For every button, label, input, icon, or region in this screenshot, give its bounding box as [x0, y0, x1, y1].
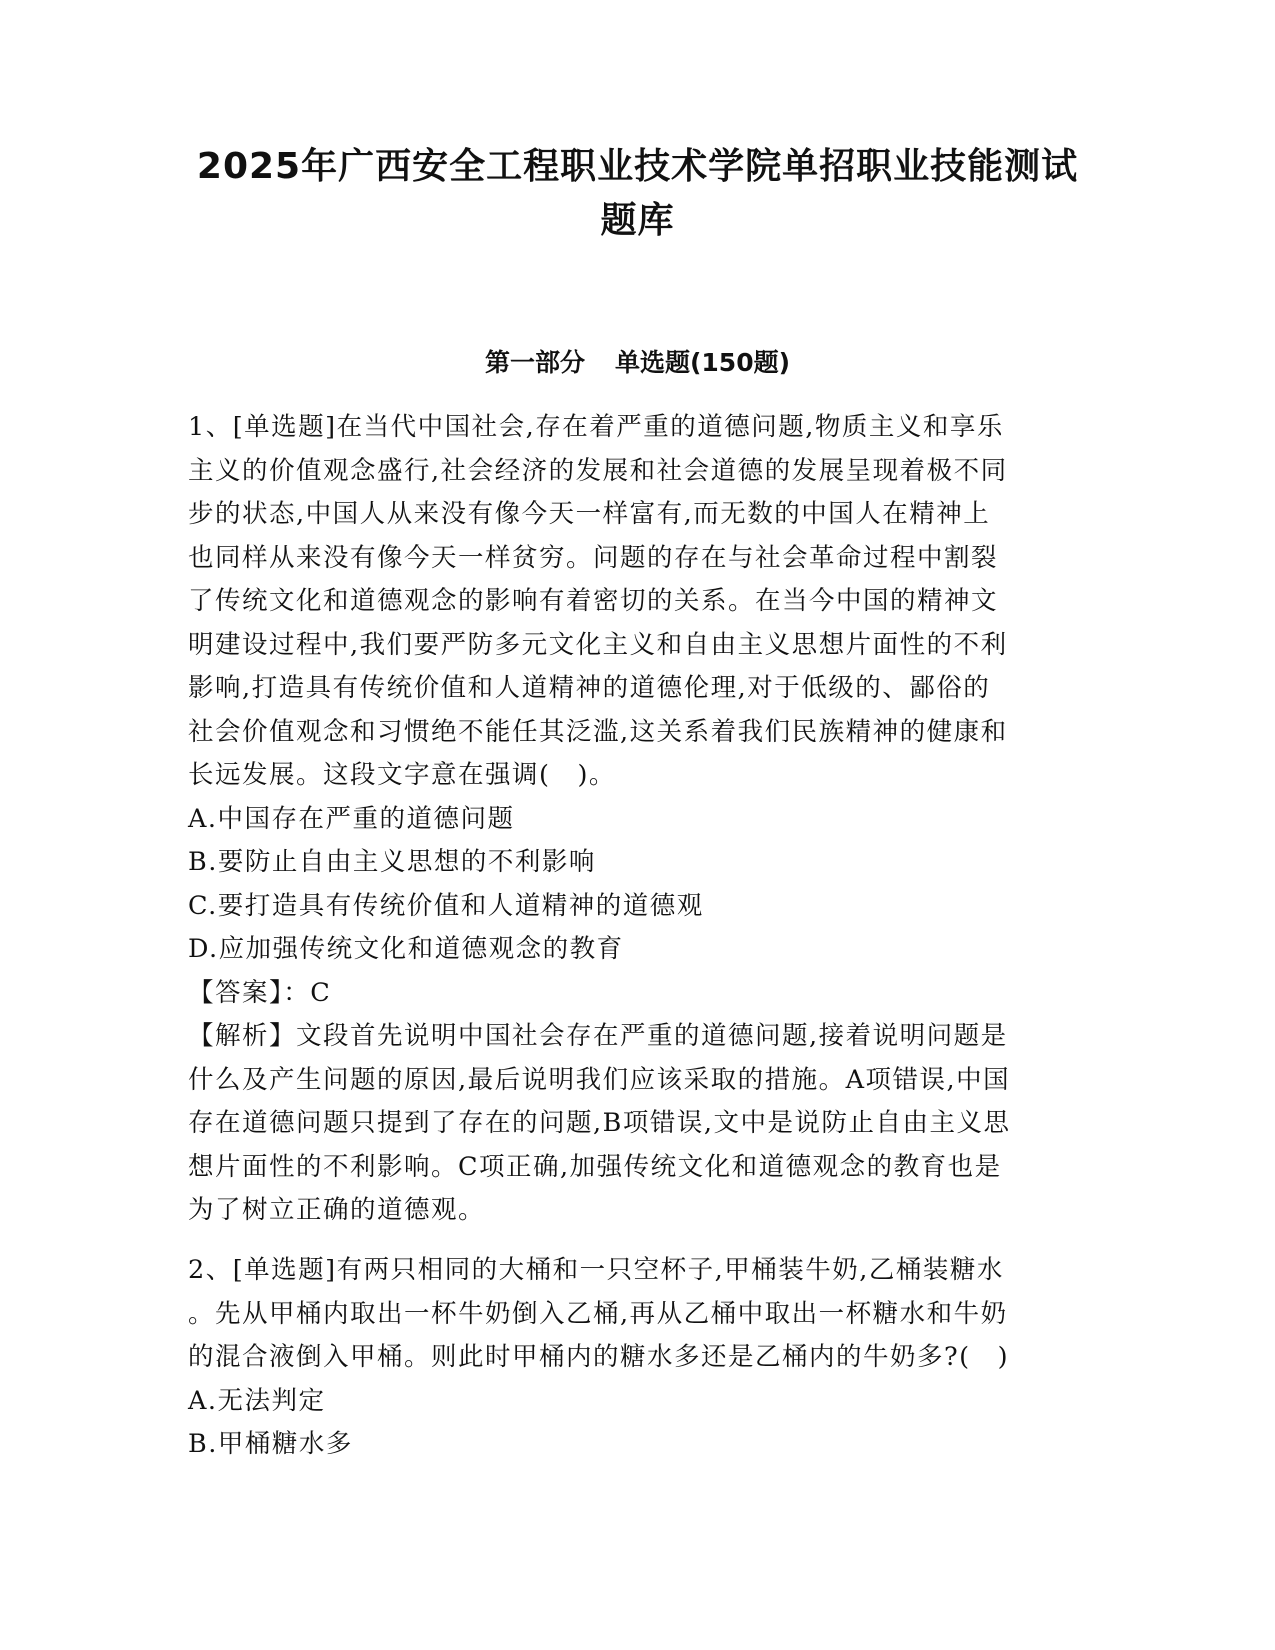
analysis-line: 什么及产生问题的原因,最后说明我们应该采取的措施。A项错误,中国: [188, 1064, 1011, 1095]
option-c: C.要打造具有传统价值和人道精神的道德观: [188, 890, 704, 921]
stem-line: 的混合液倒入甲桶。则此时甲桶内的糖水多还是乙桶内的牛奶多?( ): [188, 1342, 1010, 1372]
analysis-line: 存在道德问题只提到了存在的问题,B项错误,文中是说防止自由主义思: [188, 1108, 1011, 1138]
option-d: D.应加强传统文化和道德观念的教育: [188, 934, 624, 964]
answer-line: 【答案】：C: [188, 977, 332, 1008]
stem-line: 2、[单选题]有两只相同的大桶和一只空杯子,甲桶装牛奶,乙桶装糖水: [188, 1255, 1004, 1285]
stem-line: 了传统文化和道德观念的影响有着密切的关系。在当今中国的精神文: [188, 586, 999, 616]
question-stem: [188, 1249, 1088, 1380]
stem-line: 。先从甲桶内取出一杯牛奶倒入乙桶,再从乙桶中取出一杯糖水和牛奶: [188, 1298, 1008, 1329]
title-line-2: 题库: [600, 200, 675, 241]
document-title: [160, 140, 1115, 248]
option-list: [188, 798, 1088, 972]
stem-line: 社会价值观念和习惯绝不能任其泛滥,这关系着我们民族精神的健康和: [188, 716, 1008, 747]
option-a: A.无法判定: [188, 1385, 326, 1416]
question-2: [188, 1249, 1088, 1467]
analysis-line: 为了树立正确的道德观。: [188, 1195, 486, 1225]
section-part-label: 第一部分: [484, 348, 585, 377]
stem-line: 步的状态,中国人从来没有像今天一样富有,而无数的中国人在精神上: [188, 499, 991, 529]
stem-line: 明建设过程中,我们要严防多元文化主义和自由主义思想片面性的不利: [188, 629, 1008, 660]
section-name-label: 单选题(150题): [614, 348, 791, 377]
option-b: B.要防止自由主义思想的不利影响: [188, 847, 596, 877]
option-a: A.中国存在严重的道德问题: [188, 803, 515, 834]
title-line-1: 2025年广西安全工程职业技术学院单招职业技能测试: [196, 146, 1079, 187]
stem-line: 主义的价值观念盛行,社会经济的发展和社会道德的发展呈现着极不同: [188, 455, 1008, 486]
question-stem: [188, 406, 1088, 798]
option-list: [188, 1380, 1088, 1467]
option-b: B.甲桶糖水多: [188, 1429, 353, 1459]
analysis-line: 想片面性的不利影响。C项正确,加强传统文化和道德观念的教育也是: [188, 1151, 1002, 1182]
stem-line: 影响,打造具有传统价值和人道精神的道德伦理,对于低级的、鄙俗的: [188, 673, 991, 703]
stem-line: 也同样从来没有像今天一样贫穷。问题的存在与社会革命过程中割裂: [188, 542, 999, 573]
section-heading: [160, 346, 1115, 380]
analysis: [188, 1015, 1088, 1233]
analysis-line: 【解析】文段首先说明中国社会存在严重的道德问题,接着说明问题是: [188, 1021, 1008, 1051]
question-1: [188, 406, 1088, 1233]
stem-line: 长远发展。这段文字意在强调( )。: [188, 760, 616, 790]
stem-line: 1、[单选题]在当代中国社会,存在着严重的道德问题,物质主义和享乐: [188, 412, 1004, 442]
